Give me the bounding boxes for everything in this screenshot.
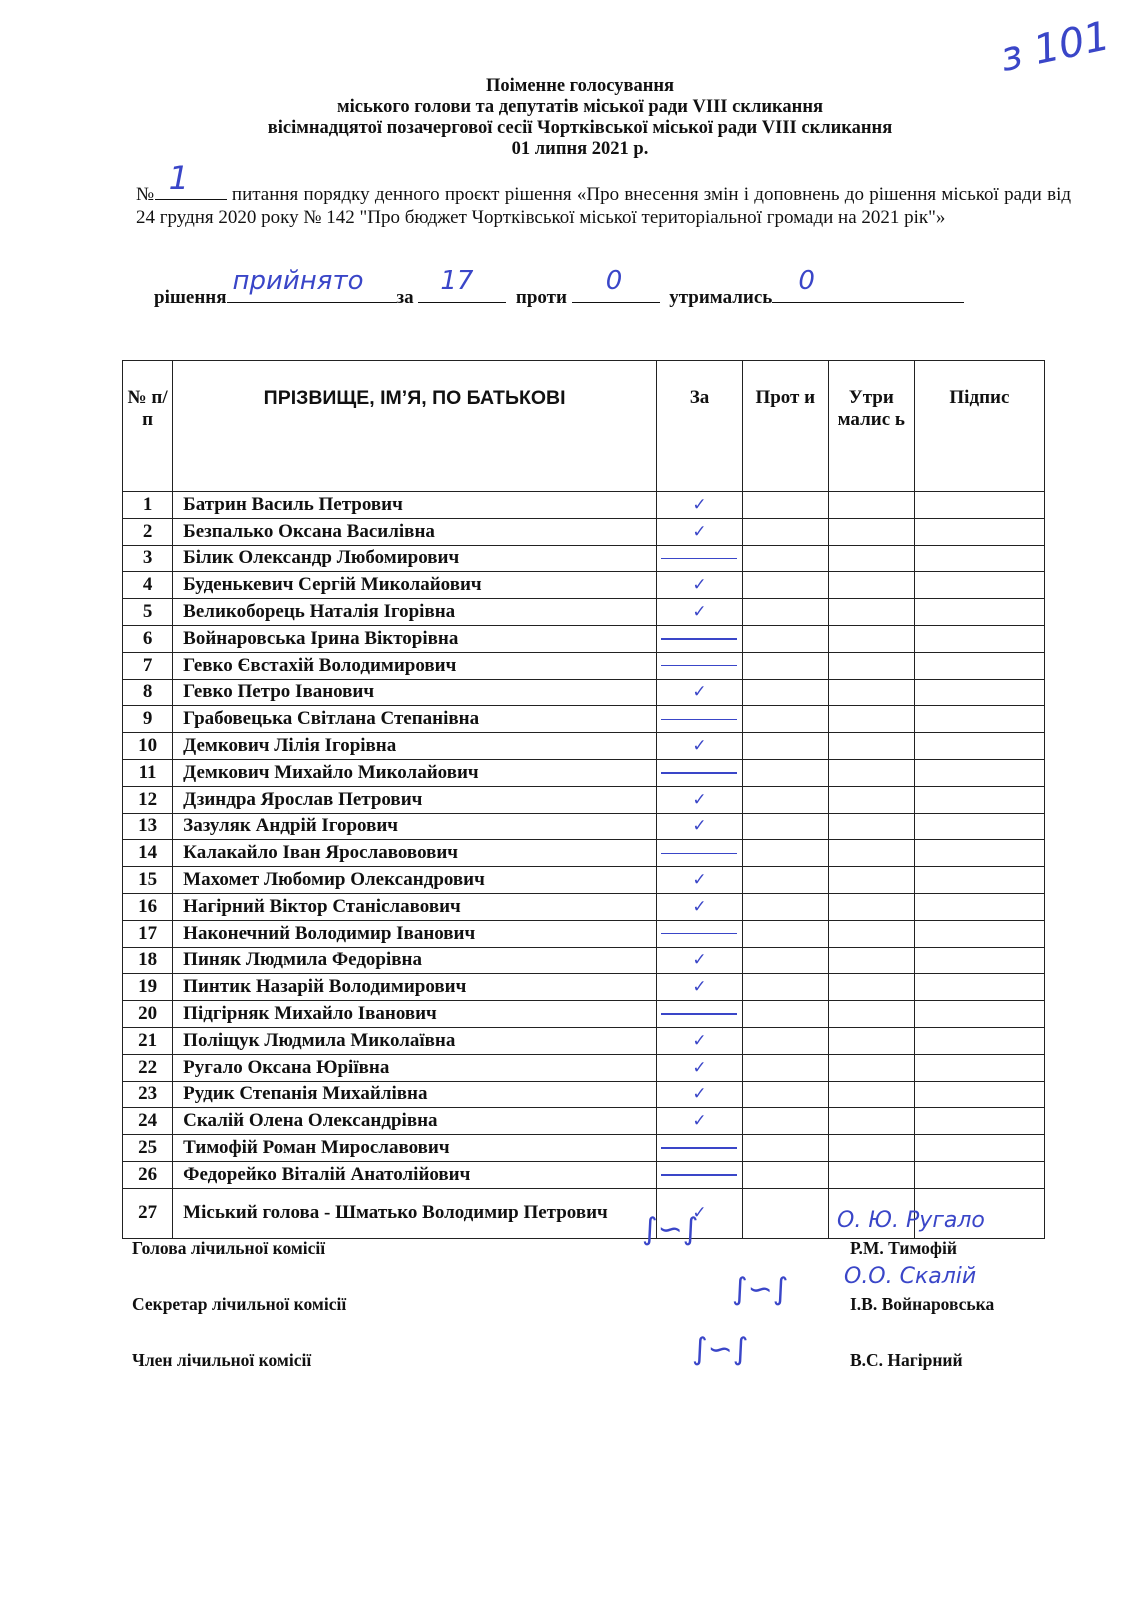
table-row — [123, 1108, 1045, 1135]
row-name: Гевко Петро Іванович — [173, 679, 657, 706]
row-abstained-cell — [828, 1001, 914, 1028]
row-name: Федорейко Віталій Анатолійович — [173, 1161, 657, 1188]
row-signature-cell — [914, 893, 1044, 920]
table-header-row — [123, 361, 1045, 492]
row-abstained-cell — [828, 813, 914, 840]
row-for-cell — [657, 706, 743, 733]
row-name: Демкович Лілія Ігорівна — [173, 733, 657, 760]
row-number: 24 — [123, 1108, 173, 1135]
row-signature-cell — [914, 813, 1044, 840]
row-signature-cell — [914, 1135, 1044, 1162]
row-against-cell — [742, 572, 828, 599]
row-number: 12 — [123, 786, 173, 813]
secretary-row — [132, 1264, 1012, 1350]
row-against-cell — [742, 1108, 828, 1135]
row-signature-cell — [914, 1161, 1044, 1188]
table-row — [123, 599, 1045, 626]
row-abstained-cell — [828, 947, 914, 974]
dash-line-icon — [661, 719, 737, 721]
row-name: Великоборець Наталія Ігорівна — [173, 599, 657, 626]
row-signature-cell — [914, 1081, 1044, 1108]
row-signature-cell — [914, 947, 1044, 974]
row-against-cell — [742, 1027, 828, 1054]
row-abstained-cell — [828, 840, 914, 867]
row-abstained-cell — [828, 759, 914, 786]
row-abstained-cell — [828, 679, 914, 706]
row-against-cell — [742, 1081, 828, 1108]
row-signature-cell — [914, 545, 1044, 572]
row-for-cell — [657, 492, 743, 519]
row-name: Наконечний Володимир Іванович — [173, 920, 657, 947]
row-signature-cell — [914, 625, 1044, 652]
header-line-3: вісімнадцятої позачергової сесії Чортківської міської ради VIII скликання — [267, 118, 893, 138]
row-against-cell — [742, 947, 828, 974]
dash-line-icon — [661, 558, 737, 560]
table-row — [123, 518, 1045, 545]
check-mark-icon: ✓ — [692, 1030, 707, 1051]
row-signature-cell — [914, 1054, 1044, 1081]
header-abstained: Утри малис ь — [828, 361, 914, 492]
agenda-item — [136, 159, 1072, 229]
row-abstained-cell — [828, 867, 914, 894]
row-against-cell — [742, 759, 828, 786]
agenda-item-text: питання порядку денного проєкт рішення «Про внесення змін і доповнень до рішення міської ради від 24 грудня 2020 року № 142 "Про бюджет Чортківської міської територіальної громади на 2021 рік"» — [136, 184, 1072, 228]
check-mark-icon: ✓ — [692, 977, 707, 998]
row-name: Скалій Олена Олександрівна — [173, 1108, 657, 1135]
row-for-cell — [657, 786, 743, 813]
row-name: Буденькевич Сергій Миколайович — [173, 572, 657, 599]
check-mark-icon: ✓ — [692, 789, 707, 810]
row-for-cell — [657, 974, 743, 1001]
against-label: проти — [515, 287, 567, 308]
row-against-cell — [742, 492, 828, 519]
row-against-cell — [742, 1135, 828, 1162]
row-number: 21 — [123, 1027, 173, 1054]
header-against: Прот и — [742, 361, 828, 492]
row-name: Зазуляк Андрій Ігорович — [173, 813, 657, 840]
row-signature-cell — [914, 786, 1044, 813]
dash-line-icon — [661, 1174, 737, 1176]
row-against-cell — [742, 893, 828, 920]
row-for-cell — [657, 625, 743, 652]
row-number: 23 — [123, 1081, 173, 1108]
handwritten-corner-note: з 101 — [996, 13, 1114, 81]
table-row — [123, 786, 1045, 813]
table-row — [123, 492, 1045, 519]
dash-line-icon — [661, 1147, 737, 1149]
table-row — [123, 759, 1045, 786]
row-against-cell — [742, 974, 828, 1001]
row-for-cell — [657, 920, 743, 947]
row-abstained-cell — [828, 518, 914, 545]
row-for-cell — [657, 759, 743, 786]
decision-label: рішення — [154, 287, 227, 308]
row-signature-cell — [914, 759, 1044, 786]
check-mark-icon: ✓ — [692, 575, 707, 596]
row-number: 22 — [123, 1054, 173, 1081]
row-number: 10 — [123, 733, 173, 760]
row-signature-cell — [914, 733, 1044, 760]
table-row — [123, 652, 1045, 679]
row-signature-cell — [914, 974, 1044, 1001]
secretary-signature-mark: ∫∽∫ — [732, 1272, 789, 1307]
check-mark-icon: ✓ — [692, 896, 707, 917]
table-row — [123, 867, 1045, 894]
check-mark-icon: ✓ — [692, 1057, 707, 1078]
row-number: 11 — [123, 759, 173, 786]
row-number: 3 — [123, 545, 173, 572]
row-signature-cell — [914, 518, 1044, 545]
abstained-label: утримались — [669, 287, 773, 308]
row-number: 15 — [123, 867, 173, 894]
against-field — [572, 266, 660, 303]
check-mark-icon: ✓ — [692, 1084, 707, 1105]
header-line-2: міського голови та депутатів міської ради VIII скликання — [337, 97, 823, 117]
row-signature-cell — [914, 492, 1044, 519]
secretary-name: І.В. Войнаровська — [850, 1294, 995, 1314]
member-name: В.С. Нагірний — [850, 1350, 963, 1370]
table-row — [123, 679, 1045, 706]
row-abstained-cell — [828, 572, 914, 599]
row-name: Пиняк Людмила Федорівна — [173, 947, 657, 974]
chair-role: Голова лічильної комісії — [132, 1238, 326, 1258]
chair-note: О. Ю. Ругало — [837, 1208, 985, 1233]
row-abstained-cell — [828, 920, 914, 947]
row-abstained-cell — [828, 786, 914, 813]
against-value: 0 — [605, 266, 623, 296]
row-number: 1 — [123, 492, 173, 519]
check-mark-icon: ✓ — [692, 521, 707, 542]
row-for-cell — [657, 652, 743, 679]
row-for-cell — [657, 572, 743, 599]
dash-line-icon — [661, 665, 737, 667]
row-for-cell — [657, 679, 743, 706]
header-for: За — [657, 361, 743, 492]
table-row — [123, 1001, 1045, 1028]
row-signature-cell — [914, 1108, 1044, 1135]
check-mark-icon: ✓ — [692, 602, 707, 623]
item-number-field — [155, 159, 227, 200]
table-row — [123, 706, 1045, 733]
item-number-handwritten: 1 — [168, 159, 189, 197]
row-for-cell — [657, 947, 743, 974]
row-abstained-cell — [828, 1081, 914, 1108]
row-abstained-cell — [828, 1054, 914, 1081]
row-name: Махомет Любомир Олександрович — [173, 867, 657, 894]
row-name: Безпалько Оксана Василівна — [173, 518, 657, 545]
row-for-cell — [657, 893, 743, 920]
row-name: Міський голова - Шматько Володимир Петрович — [173, 1188, 657, 1238]
row-against-cell — [742, 545, 828, 572]
row-for-cell — [657, 867, 743, 894]
row-signature-cell — [914, 706, 1044, 733]
row-signature-cell — [914, 920, 1044, 947]
table-row — [123, 813, 1045, 840]
row-against-cell — [742, 1054, 828, 1081]
dash-line-icon — [661, 1013, 737, 1015]
table-row — [123, 974, 1045, 1001]
row-against-cell — [742, 518, 828, 545]
row-signature-cell — [914, 1027, 1044, 1054]
row-number: 19 — [123, 974, 173, 1001]
row-number: 2 — [123, 518, 173, 545]
decision-line — [154, 266, 964, 309]
row-for-cell — [657, 1027, 743, 1054]
table-row — [123, 572, 1045, 599]
secretary-note: О.О. Скалій — [844, 1264, 977, 1289]
dash-line-icon — [661, 638, 737, 640]
row-against-cell — [742, 625, 828, 652]
header-date: 01 липня 2021 р. — [511, 139, 649, 159]
for-value: 17 — [440, 266, 474, 296]
decision-field — [227, 266, 397, 303]
row-against-cell — [742, 652, 828, 679]
row-name: Рудик Степанія Михайлівна — [173, 1081, 657, 1108]
row-signature-cell — [914, 1001, 1044, 1028]
check-mark-icon: ✓ — [692, 870, 707, 891]
row-number: 25 — [123, 1135, 173, 1162]
row-abstained-cell — [828, 1108, 914, 1135]
check-mark-icon: ✓ — [692, 950, 707, 971]
check-mark-icon: ✓ — [692, 1203, 707, 1224]
row-number: 6 — [123, 625, 173, 652]
row-for-cell — [657, 1135, 743, 1162]
dash-line-icon — [661, 933, 737, 935]
row-abstained-cell — [828, 492, 914, 519]
chair-name: Р.М. Тимофій — [850, 1238, 957, 1258]
row-for-cell — [657, 840, 743, 867]
table-row — [123, 1054, 1045, 1081]
row-number: 14 — [123, 840, 173, 867]
row-abstained-cell — [828, 652, 914, 679]
member-role: Член лічильної комісії — [132, 1350, 312, 1370]
row-against-cell — [742, 840, 828, 867]
row-number: 26 — [123, 1161, 173, 1188]
row-number: 17 — [123, 920, 173, 947]
row-abstained-cell — [828, 545, 914, 572]
row-against-cell — [742, 786, 828, 813]
item-number-prefix: № — [136, 184, 155, 205]
row-number: 20 — [123, 1001, 173, 1028]
check-mark-icon: ✓ — [692, 816, 707, 837]
check-mark-icon: ✓ — [692, 494, 707, 515]
chair-signature-mark: ∫∽∫ — [642, 1212, 699, 1247]
row-number: 5 — [123, 599, 173, 626]
row-against-cell — [742, 733, 828, 760]
table-row — [123, 840, 1045, 867]
row-name: Пинтик Назарій Володимирович — [173, 974, 657, 1001]
row-number: 4 — [123, 572, 173, 599]
for-field — [418, 266, 506, 303]
row-against-cell — [742, 599, 828, 626]
member-row — [132, 1332, 1012, 1406]
member-signature-mark: ∫∽∫ — [692, 1332, 749, 1367]
row-name: Грабовецька Світлана Степанівна — [173, 706, 657, 733]
table-body — [123, 492, 1045, 1239]
row-number: 16 — [123, 893, 173, 920]
row-name: Дзиндра Ярослав Петрович — [173, 786, 657, 813]
row-name: Войнаровська Ірина Вікторівна — [173, 625, 657, 652]
row-name: Батрин Василь Петрович — [173, 492, 657, 519]
voting-table — [122, 360, 1045, 1239]
header-signature: Підпис — [914, 361, 1044, 492]
table-row — [123, 1081, 1045, 1108]
row-for-cell — [657, 518, 743, 545]
check-mark-icon: ✓ — [692, 682, 707, 703]
row-signature-cell — [914, 679, 1044, 706]
row-against-cell — [742, 1001, 828, 1028]
row-name: Демкович Михайло Миколайович — [173, 759, 657, 786]
row-number: 27 — [123, 1188, 173, 1238]
for-label: за — [396, 287, 414, 308]
row-abstained-cell — [828, 733, 914, 760]
header-name: ПРІЗВИЩЕ, ІМ’Я, ПО БАТЬКОВІ — [173, 361, 657, 492]
row-against-cell — [742, 706, 828, 733]
row-for-cell — [657, 1108, 743, 1135]
row-name: Калакайло Іван Ярославовович — [173, 840, 657, 867]
row-signature-cell — [914, 840, 1044, 867]
row-against-cell — [742, 867, 828, 894]
table-row — [123, 920, 1045, 947]
row-number: 18 — [123, 947, 173, 974]
abstained-value: 0 — [798, 266, 815, 296]
row-number: 7 — [123, 652, 173, 679]
header-title: Поіменне голосування — [485, 76, 675, 96]
secretary-role: Секретар лічильної комісії — [132, 1294, 347, 1314]
row-number: 8 — [123, 679, 173, 706]
table-row — [123, 1027, 1045, 1054]
table-row — [123, 545, 1045, 572]
row-for-cell — [657, 1054, 743, 1081]
row-abstained-cell — [828, 893, 914, 920]
row-abstained-cell — [828, 974, 914, 1001]
row-name: Ругало Оксана Юріївна — [173, 1054, 657, 1081]
header-num: № п/п — [123, 361, 173, 492]
row-name: Поліщук Людмила Миколаївна — [173, 1027, 657, 1054]
row-abstained-cell — [828, 1161, 914, 1188]
row-number: 9 — [123, 706, 173, 733]
row-signature-cell — [914, 867, 1044, 894]
row-abstained-cell — [828, 599, 914, 626]
row-for-cell — [657, 545, 743, 572]
row-abstained-cell — [828, 625, 914, 652]
row-signature-cell — [914, 599, 1044, 626]
row-number: 13 — [123, 813, 173, 840]
table-row — [123, 947, 1045, 974]
check-mark-icon: ✓ — [692, 736, 707, 757]
table-row — [123, 893, 1045, 920]
row-against-cell — [742, 679, 828, 706]
row-abstained-cell — [828, 1027, 914, 1054]
row-name: Тимофій Роман Мирославович — [173, 1135, 657, 1162]
table-row — [123, 1161, 1045, 1188]
row-for-cell — [657, 1161, 743, 1188]
row-against-cell — [742, 1161, 828, 1188]
dash-line-icon — [661, 772, 737, 774]
table-row — [123, 733, 1045, 760]
row-against-cell — [742, 920, 828, 947]
table-row — [123, 625, 1045, 652]
row-signature-cell — [914, 572, 1044, 599]
row-name: Підгірняк Михайло Іванович — [173, 1001, 657, 1028]
dash-line-icon — [661, 853, 737, 855]
row-for-cell — [657, 1001, 743, 1028]
row-abstained-cell — [828, 706, 914, 733]
row-for-cell — [657, 813, 743, 840]
row-for-cell — [657, 599, 743, 626]
row-name: Гевко Євстахій Володимирович — [173, 652, 657, 679]
row-for-cell — [657, 1081, 743, 1108]
decision-value: прийнято — [232, 266, 364, 296]
row-abstained-cell — [828, 1135, 914, 1162]
row-name: Нагірний Віктор Станіславович — [173, 893, 657, 920]
row-for-cell — [657, 733, 743, 760]
abstained-field — [772, 266, 964, 303]
row-name: Білик Олександр Любомирович — [173, 545, 657, 572]
row-signature-cell — [914, 652, 1044, 679]
check-mark-icon: ✓ — [692, 1111, 707, 1132]
row-against-cell — [742, 1188, 828, 1238]
row-against-cell — [742, 813, 828, 840]
table-row — [123, 1135, 1045, 1162]
document-header — [120, 76, 1040, 160]
